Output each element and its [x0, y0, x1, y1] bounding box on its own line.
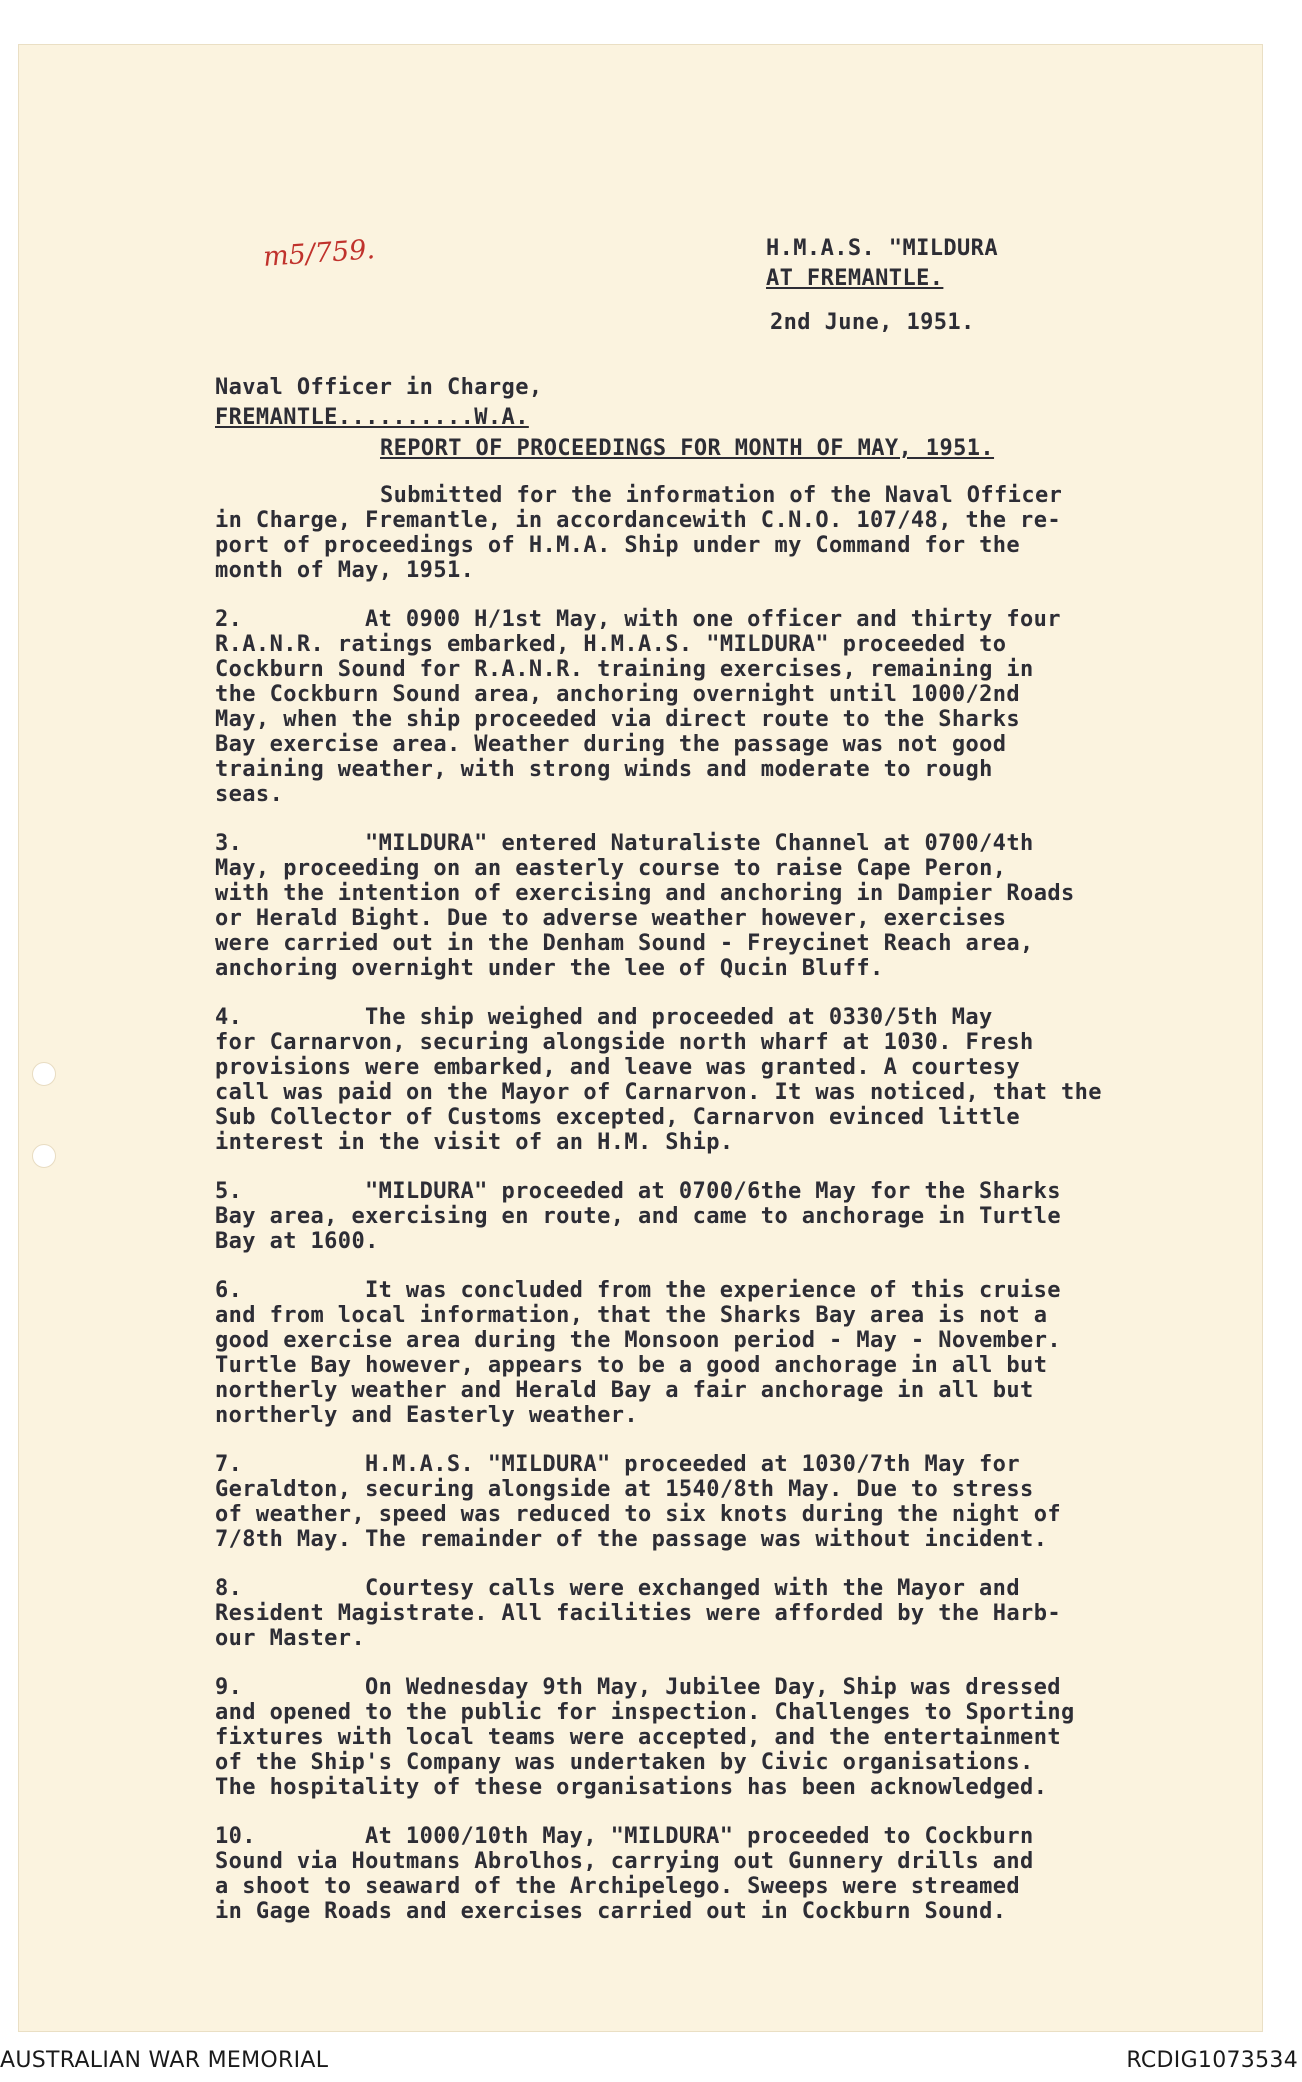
numbered-paragraph [215, 1452, 1145, 1552]
paragraph-number: 8. [215, 1576, 243, 1601]
paragraph-number: 9. [215, 1675, 243, 1700]
paragraph-line: and from local information, that the Sharks Bay area is not a [215, 1303, 1048, 1328]
paragraph-first-line-text: "MILDURA" proceeded at 0700/6the May for the Sharks [365, 1179, 1061, 1204]
footer-archive-name: AUSTRALIAN WAR MEMORIAL [0, 2048, 329, 2073]
paragraph-line: The hospitality of these organisations has been acknowledged. [215, 1775, 1048, 1800]
paragraph-line: R.A.N.R. ratings embarked, H.M.A.S. "MILDURA" proceeded to [215, 632, 1007, 657]
numbered-paragraph [215, 1005, 1145, 1155]
paragraph-line: Resident Magistrate. All facilities were afforded by the Harb- [215, 1601, 1061, 1626]
punch-hole [32, 1062, 56, 1086]
report-heading: REPORT OF PROCEEDINGS FOR MONTH OF MAY, 1951. [380, 436, 995, 461]
paragraph-number: 2. [215, 607, 243, 632]
numbered-paragraph [215, 1179, 1145, 1254]
paragraph-line: provisions were embarked, and leave was granted. A courtesy [215, 1055, 1021, 1080]
paragraph-line: the Cockburn Sound area, anchoring overnight until 1000/2nd [215, 682, 1021, 707]
paragraph-number: 10. [215, 1824, 256, 1849]
numbered-paragraph [215, 1278, 1145, 1428]
paragraph-first-line-text: Courtesy calls were exchanged with the Mayor and [365, 1576, 1020, 1601]
numbered-paragraph [215, 1675, 1145, 1800]
paragraph-line: a shoot to seaward of the Archipelego. Sweeps were streamed [215, 1874, 1021, 1899]
paragraph-line: interest in the visit of an H.M. Ship. [215, 1130, 734, 1155]
paragraph-line: 7/8th May. The remainder of the passage was without incident. [215, 1527, 1048, 1552]
paragraph-number: 3. [215, 831, 243, 856]
paragraph-line: fixtures with local teams were accepted, and the entertainment [215, 1725, 1061, 1750]
paragraph-first-line-text: "MILDURA" entered Naturaliste Channel at 0700/4th [365, 831, 1034, 856]
intro-paragraph [215, 483, 1145, 583]
paragraph-line: Sound via Houtmans Abrolhos, carrying out Gunnery drills and [215, 1849, 1034, 1874]
paragraph-line: or Herald Bight. Due to adverse weather however, exercises [215, 906, 1007, 931]
paragraph-line: of the Ship's Company was undertaken by Civic organisations. [215, 1750, 1034, 1775]
numbered-paragraph [215, 1576, 1145, 1651]
paragraph-line [215, 1576, 1145, 1601]
ship-location: AT FREMANTLE. [766, 266, 944, 291]
addressee-location: FREMANTLE..........W.A. [215, 405, 529, 430]
paragraph-line: training weather, with strong winds and moderate to rough [215, 757, 993, 782]
paragraph-first-line-text: The ship weighed and proceeded at 0330/5th May [365, 1005, 993, 1030]
numbered-paragraph [215, 607, 1145, 807]
paragraph-line: Bay area, exercising en route, and came to anchorage in Turtle [215, 1204, 1061, 1229]
letter-date: 2nd June, 1951. [770, 310, 975, 335]
footer-record-id: RCDIG1073534 [1126, 2048, 1298, 2073]
paragraph-line [215, 607, 1145, 632]
paragraph-number: 4. [215, 1005, 243, 1030]
paragraph-line: were carried out in the Denham Sound - Freycinet Reach area, [215, 931, 1034, 956]
paragraph-line: with the intention of exercising and anchoring in Dampier Roads [215, 881, 1075, 906]
paragraph-line [215, 1452, 1145, 1477]
paragraph-line: Submitted for the information of the Naval Officer [380, 483, 1063, 508]
paragraph-line: of weather, speed was reduced to six knots during the night of [215, 1502, 1061, 1527]
paragraph-first-line-text: H.M.A.S. "MILDURA" proceeded at 1030/7th May for [365, 1452, 1020, 1477]
paragraph-line: in Gage Roads and exercises carried out in Cockburn Sound. [215, 1899, 1007, 1924]
paragraph-line: Bay at 1600. [215, 1229, 379, 1254]
paragraph-line [215, 831, 1145, 856]
numbered-paragraph [215, 1824, 1145, 1924]
paragraph-line [215, 1179, 1145, 1204]
paragraph-line: call was paid on the Mayor of Carnarvon. It was noticed, that the [215, 1080, 1102, 1105]
paragraph-line: Sub Collector of Customs excepted, Carnarvon evinced little [215, 1105, 1021, 1130]
paragraph-line: northerly and Easterly weather. [215, 1403, 638, 1428]
paragraph-line [215, 1278, 1145, 1303]
paragraph-number: 7. [215, 1452, 243, 1477]
paragraph-first-line-text: On Wednesday 9th May, Jubilee Day, Ship was dressed [365, 1675, 1061, 1700]
numbered-paragraph [215, 831, 1145, 981]
paragraph-line: Geraldton, securing alongside at 1540/8th May. Due to stress [215, 1477, 1034, 1502]
paragraph-line: for Carnarvon, securing alongside north wharf at 1030. Fresh [215, 1030, 1034, 1055]
paragraph-line [215, 1005, 1145, 1030]
paragraph-line: Cockburn Sound for R.A.N.R. training exercises, remaining in [215, 657, 1034, 682]
punch-hole [32, 1144, 56, 1168]
paragraph-first-line-text: At 1000/10th May, "MILDURA" proceeded to Cockburn [365, 1824, 1034, 1849]
paragraph-first-line-text: It was concluded from the experience of this cruise [365, 1278, 1061, 1303]
paragraph-line: Bay exercise area. Weather during the passage was not good [215, 732, 1007, 757]
paragraph-line: in Charge, Fremantle, in accordancewith C.N.O. 107/48, the re- [215, 508, 1061, 533]
addressee-title: Naval Officer in Charge, [215, 375, 543, 400]
paragraph-number: 6. [215, 1278, 243, 1303]
paragraph-line: northerly weather and Herald Bay a fair anchorage in all but [215, 1378, 1034, 1403]
addressee-block [215, 373, 542, 433]
paragraph-line: and opened to the public for inspection. Challenges to Sporting [215, 1700, 1075, 1725]
paragraph-number: 5. [215, 1179, 243, 1204]
paragraph-line: good exercise area during the Monsoon period - May - November. [215, 1328, 1061, 1353]
paragraph-line: May, when the ship proceeded via direct route to the Sharks [215, 707, 1021, 732]
paragraph-line: month of May, 1951. [215, 558, 475, 583]
paragraph-line: May, proceeding on an easterly course to raise Cape Peron, [215, 856, 1007, 881]
ship-address-block [766, 234, 998, 294]
paragraph-line: seas. [215, 782, 284, 807]
ship-name: H.M.A.S. "MILDURA [766, 236, 998, 261]
paragraph-line: anchoring overnight under the lee of Qucin Bluff. [215, 956, 884, 981]
paragraph-first-line-text: At 0900 H/1st May, with one officer and thirty four [365, 607, 1061, 632]
report-body [215, 483, 1145, 1948]
paragraph-line: our Master. [215, 1626, 366, 1651]
paragraph-line: Turtle Bay however, appears to be a good anchorage in all but [215, 1353, 1048, 1378]
paragraph-line [215, 1824, 1145, 1849]
paragraph-line: port of proceedings of H.M.A. Ship under my Command for the [215, 533, 1021, 558]
handwritten-reference: m5/759. [262, 234, 376, 273]
paragraph-line [215, 1675, 1145, 1700]
